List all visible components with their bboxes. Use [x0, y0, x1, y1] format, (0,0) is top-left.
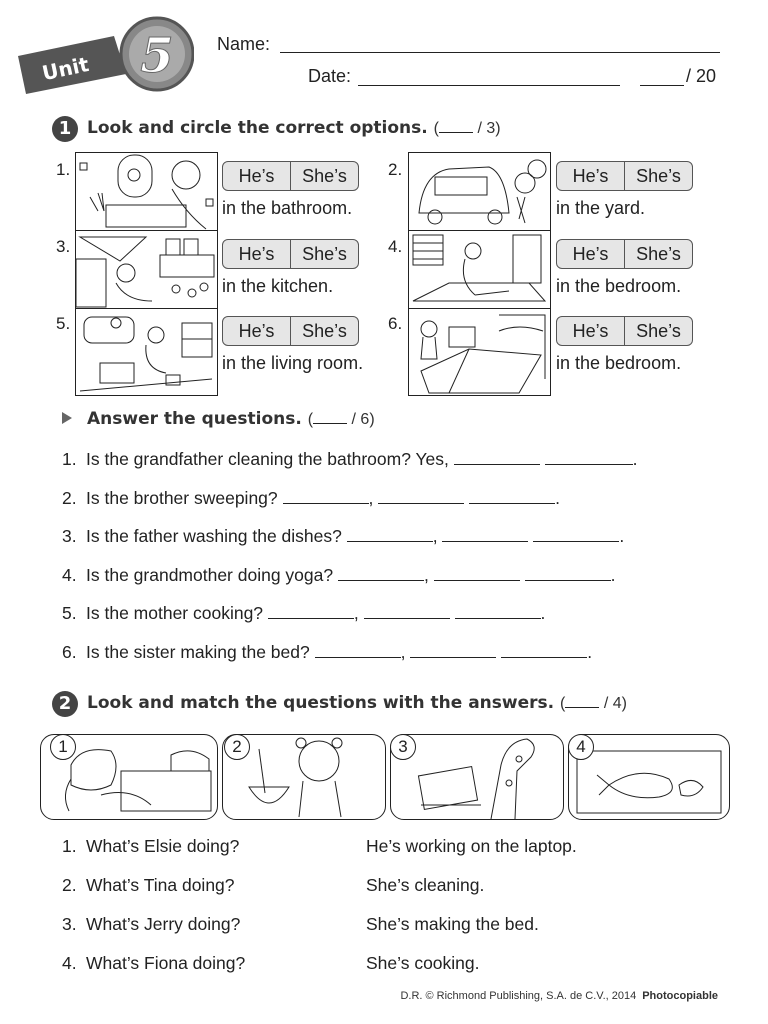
exercise-1-number: 1	[52, 116, 78, 142]
place-text: in the bedroom.	[556, 276, 682, 296]
total-score-field[interactable]	[640, 85, 684, 86]
item-number: 5.	[56, 314, 71, 333]
item-number: 6.	[388, 314, 403, 333]
answer-blank[interactable]	[434, 580, 520, 581]
answer-blank[interactable]	[533, 541, 619, 542]
answer-heading: Answer the questions. ( / 6)	[87, 409, 375, 429]
answer-instruction: Answer the questions.	[87, 409, 302, 429]
place-text: in the living room.	[222, 353, 364, 373]
answer-blank[interactable]	[545, 464, 633, 465]
option-hes[interactable]: He’s	[572, 244, 609, 264]
answer-blank[interactable]	[364, 618, 450, 619]
total-score-label: / 20	[686, 66, 717, 86]
exercise-1-title: Look and circle the correct options. ( / 3)	[87, 118, 501, 138]
answer-score: / 6	[351, 411, 370, 428]
photocopiable-text: Photocopiable	[642, 990, 718, 1002]
match-answer[interactable]: He’s working on the laptop.	[366, 836, 577, 856]
footer	[400, 990, 718, 1002]
name-label: Name:	[217, 34, 271, 54]
question-2: 2. Is the brother sweeping? , .	[62, 488, 561, 508]
item-4-choice	[556, 239, 693, 269]
panel-number: 2	[224, 734, 250, 760]
question-4: 4. Is the grandmother doing yoga? , .	[62, 565, 616, 585]
answer-blank[interactable]	[442, 541, 528, 542]
panel-number: 3	[390, 734, 416, 760]
match-question-2[interactable]: 2. What’s Tina doing?	[62, 875, 235, 895]
item-number: 3.	[56, 237, 71, 256]
living-room-picture	[75, 308, 218, 396]
bedroom-yoga-picture	[408, 230, 551, 310]
answer-blank[interactable]	[347, 541, 433, 542]
option-shes[interactable]: She’s	[624, 162, 692, 190]
option-shes[interactable]: She’s	[624, 317, 692, 345]
option-shes[interactable]: She’s	[290, 317, 358, 345]
item-number: 1.	[56, 160, 71, 179]
unit-word: Unit	[39, 52, 91, 86]
exercise-2-title: Look and match the questions with the answers. ( / 4)	[87, 693, 627, 713]
match-question-4[interactable]: 4. What’s Fiona doing?	[62, 953, 246, 973]
answer-blank[interactable]	[410, 657, 496, 658]
exercise-1-score: / 3	[477, 120, 496, 137]
answer-blank[interactable]	[378, 503, 464, 504]
place-text: in the bathroom.	[222, 198, 353, 218]
place-text: in the yard.	[556, 198, 646, 218]
bedroom-bed-picture	[408, 308, 551, 396]
item-number: 2.	[388, 160, 403, 179]
exercise-2-number: 2	[52, 691, 78, 717]
copyright-text: D.R. © Richmond Publishing, S.A. de C.V., 2014	[400, 990, 637, 1002]
answer-blank[interactable]	[283, 503, 369, 504]
yard-picture	[408, 152, 551, 232]
panel-number: 4	[568, 734, 594, 760]
bathroom-picture	[75, 152, 218, 232]
answer-blank[interactable]	[315, 657, 401, 658]
match-answer[interactable]: She’s making the bed.	[366, 914, 539, 934]
exercise-2-instruction: Look and match the questions with the answers.	[87, 693, 555, 713]
question-6: 6. Is the sister making the bed? , .	[62, 642, 593, 662]
exercise-2-score: / 4	[603, 695, 622, 712]
option-shes[interactable]: She’s	[624, 240, 692, 268]
match-answer[interactable]: She’s cleaning.	[366, 875, 485, 895]
triangle-bullet-icon	[62, 412, 72, 424]
exercise-1-instruction: Look and circle the correct options.	[87, 118, 428, 138]
item-2-choice	[556, 161, 693, 191]
option-shes[interactable]: She’s	[290, 240, 358, 268]
option-hes[interactable]: He’s	[572, 166, 609, 186]
item-5-choice	[222, 316, 359, 346]
place-text: in the bedroom.	[556, 353, 682, 373]
option-hes[interactable]: He’s	[238, 244, 275, 264]
item-3-choice	[222, 239, 359, 269]
answer-blank[interactable]	[268, 618, 354, 619]
item-1-choice	[222, 161, 359, 191]
item-6-choice	[556, 316, 693, 346]
match-question-1[interactable]: 1. What’s Elsie doing?	[62, 836, 240, 856]
place-text: in the kitchen.	[222, 276, 334, 296]
answer-blank[interactable]	[455, 618, 541, 619]
option-hes[interactable]: He’s	[238, 321, 275, 341]
option-hes[interactable]: He’s	[572, 321, 609, 341]
answer-blank[interactable]	[338, 580, 424, 581]
option-hes[interactable]: He’s	[238, 166, 275, 186]
giraffe-laptop-picture	[390, 734, 564, 820]
item-number: 4.	[388, 237, 403, 256]
option-shes[interactable]: She’s	[290, 162, 358, 190]
answer-blank[interactable]	[525, 580, 611, 581]
answer-blank[interactable]	[469, 503, 555, 504]
match-question-3[interactable]: 3. What’s Jerry doing?	[62, 914, 241, 934]
date-field[interactable]	[358, 85, 620, 86]
question-1: 1. Is the grandfather cleaning the bathroom? Yes, .	[62, 449, 638, 469]
match-answer[interactable]: She’s cooking.	[366, 953, 480, 973]
answer-blank[interactable]	[454, 464, 540, 465]
question-3: 3. Is the father washing the dishes? , .	[62, 526, 625, 546]
unit-badge	[14, 14, 194, 94]
kitchen-picture	[75, 230, 218, 310]
panel-number: 1	[50, 734, 76, 760]
question-5: 5. Is the mother cooking? , .	[62, 603, 546, 623]
answer-blank[interactable]	[501, 657, 587, 658]
unit-number: 5	[140, 28, 174, 84]
date-label: Date:	[308, 66, 352, 86]
name-field[interactable]	[280, 52, 720, 53]
